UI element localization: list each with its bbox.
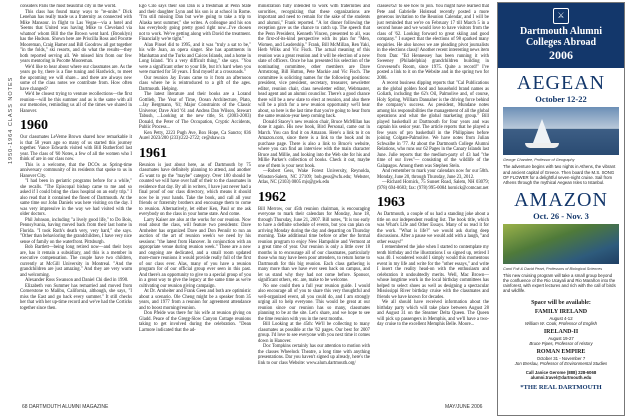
ad-trip-aegean xyxy=(498,68,624,185)
trip-text-aegean: The adventure begins with two nights in Athens, the vibrant and ancient capital of Greece. Then board the M.S. SONG OF FLOWER for a delightful seven-night cruise. Sail from Athens through the mythical Aegean Isles to Istanbul. xyxy=(503,164,616,185)
class-note-paragraph: —Robert Gess, Wake Forest University, Reynolda, Winston-Salem, NC 27109; bob.gess@wfu.edu; Webster, Atlas, NC (2103) 0005 mjs@gwk.edu xyxy=(258,169,370,185)
trip-date-ireland-ii: August 19-27 xyxy=(548,335,574,341)
trip-title-amazon: AMAZON xyxy=(514,188,608,211)
class-note-paragraph: classes/62/ to see how to join. You might have learned that Pete and Gabrielle Holstead recently posted a more generous invitation to the Reunion Calendar, and I will be just reminded that we're on February 17 till March 5 in a second house and we would love to have visitors from the class of '62. Looking forward to great skiing and good company." I suspect that the elections of 98 sparked many enquiries. He also knows we are pleading pivot journalists in the elections class)! Another recent interesting news item from Dan: "Ed Hennessey has been running it with Sweeney (Philadelphia) grandchildren building in Grovesend's Room, since 1975. Quite a record!" I've posted a link to it on the Website and in the spring two for 2006. xyxy=(377,4,489,81)
text-column-2 xyxy=(139,4,251,396)
class-note-paragraph: We all should have received information about the birthday party which will take place between August 28 and August 31 on the Steamer Delta Queen. The Queen will pick up passengers in Memphis, and we'll have a two-day cruise to the excellent Memphis Belle. Moore... xyxy=(377,300,489,327)
class-year-heading: 1962 xyxy=(258,189,286,205)
class-note-paragraph: —Richard Hornick, 75 Sunset Road, Salem, NH 03079; (978) 694-0683; fax: (978) 995-0084 hornick@comcast.net xyxy=(377,180,489,191)
section-side-tab xyxy=(0,70,18,178)
text-column-1 xyxy=(20,4,132,396)
class-note-paragraph: "I had been in geriatric programs before for a while," she recalls. "The Episcopal bishop came to me and so asked if I could bring the class hospital on an early trip." I also read that it contained the finest of Dartmouth. At the same time our John Daniels was here visiting on the day. I was very impressive in the way we had visited with the older doctors. xyxy=(20,179,132,217)
contact-info[interactable]: Call Janice Gerome (888) 228-6068 alumni.travel@dartmouth.edu xyxy=(525,370,597,381)
class-note-paragraph: Our classmates LeVerne Brown shared how remarkable it is that 50 years ago so many of us started this journey together. Vance Edwards visited with Bill Rutherford last year. The class of '60 Notes, a few of all the women who I think of are in our class now. xyxy=(20,135,132,162)
class-note-paragraph: Bill Looking at the 45th: We'll be collecting to many classmates as possible at the '62 pages. Our best for 2007 group. I'd love to see everyone with you next time it comes down in Hanover. xyxy=(258,322,370,344)
class-note-paragraph: The latest literature and their books are a Lorand Gottlieb, The Year of Time, Ocean Architecture, Plato, ...Jay Bergmann, '61; Major Constraints of the Classic Universe; Dave Aird '61 and Andrea Dan Wilson, Stewart Tabush, ...Looking at the new title, St. (2003-2003) Donald, the Peter of The Occupation, Cryptic Accidents, Public Process... xyxy=(139,92,251,130)
trip-title-aegean: AEGEAN xyxy=(516,72,606,94)
sail-shape xyxy=(533,119,551,143)
ad-tagline: *THE REAL DARTMOUTH xyxy=(520,384,602,392)
class-note-paragraph: This is a welcome, that the DCOs as Spring-time anniversary community of its residents that spoke to us in Hanover City. xyxy=(20,162,132,179)
class-note-paragraph: Reunion is just about here, as of Dartmouth by 75 classmates have definitely planning to attend, and another 45 want to go the "maybe" category. Over 100 should be counted we will have over half of their to the classmates in residence that day. By all in writers, I have just never had a final proof of our class directory, which means it should now be in your hands. Take the book, and call all your friends or fraternity brothers and encourage them to come to reunion. Alternatively, let either Ken, Paul or me ask everybody on the class in your home state. And come. xyxy=(139,162,251,217)
ad-banner-line-1: Dartmouth Alumni xyxy=(520,26,602,37)
class-year-heading: 1960 xyxy=(20,118,48,133)
class-note-paragraph: Alan Pinsel did to 1995, and it was "truly a sat to be," his wife Joan, an opera singer. She has apartments in Manhattan and the Turks and Caicos Islands, and a home in Long Island. "It's a very difficult thing," she says. "You were a significant other to your life, but it's hard when you were married for 50 years. I find myself at a crossroads." xyxy=(139,42,251,75)
trip-caption-amazon: Carol Folt & David Peart, Professors of Biological Sciences xyxy=(503,266,603,271)
class-note-paragraph: Phil Johnson, including "a lively good life," to Do Bois, Pennsylvania, having moved back from their last home in Florida. "I took Ruth's death very, very hard," she says. "Other than behavioring the grandchildren, I have very nice sense of family on the waterfront. Pittsburgh. xyxy=(20,217,132,245)
trip-title-family-ireland: FAMILY IRELAND xyxy=(534,308,588,315)
class-note-paragraph: considers Paris the most beautiful city in the world. xyxy=(20,4,117,9)
trip-caption-aegean: George Chandee, Professor of Geography xyxy=(503,158,575,162)
class-note-paragraph: We'd be closest trying to venture recollections—the first reunion—will be this summer and as is the same with all our memories, reminding us all of the times we shared in Hanover. xyxy=(20,92,132,114)
trip-lead-ireland-ii: Bruce Pipes, Professor of History xyxy=(529,340,593,346)
class-note-paragraph: Bill Merrow, our 45th reunion chairman, is encouraging everyone to mark their calendars for Monday, June 18, through Thursday, June 21, 2007. Bill notes, "It is too early to have a definite schedule of events, but you can plan on arriving Monday during the day and departing on Thursday morning. Take additional time before or after the formal reunion program to enjoy New Hampshire and Vermont at a great time of year. Our reunion is only a little over 18 months in to encourage all of our classmates, particularly those who may have been poor attenders, to return home to Dartmouth for this big reunion. Each class gathering is many more than we have ever seen back on campus, and let us stand why they had not come before. Sponsor, significant others, etc. are, make to be welcome. xyxy=(258,206,370,283)
travel-advertisement[interactable] xyxy=(497,2,625,416)
trip-date-roman-empire: October 31 - November 7 xyxy=(536,355,586,361)
class-note-paragraph: Doc Tompkins certainly has our attention to motion with the classes Wheelock Theatre, a long time with anything presentations. Dar you haven't signed up already, here's the link to our class Website: www.alum.dartmouth.org/ xyxy=(258,344,370,366)
class-note-paragraph: I remembered the joke when I started to contemplate my tenth birthday and the illustrations I so signed up, retired I was 40. I wondered would I simply would this momentous event in my life and write for the "other essays," and write I insert the reality head-on with the enthusiasm and celebration it undoubtedly merits. Well, Mac Brown—whose longtime work in the local birthday committees has helped to select shoes as well as designing a spectacular Mississippi River birthday cruise with the classmates and friends we have known for decades. xyxy=(377,245,489,300)
page-footer-right: MAY/JUNE 2006 xyxy=(445,404,483,410)
rainforest-photo xyxy=(503,224,619,264)
ad-banner-line-3: 2006 xyxy=(549,48,573,62)
class-note-paragraph: Ego Cilo says their son Dan is a freshman at Penn State and their daughter Lynn and his son is at school in Rome. "I'm still missing Dan but we're going to take a trip to Alaska next summer," she writes. A colleague and his son has everybody going pretty good right now...I've chosen not to work. We've getting along with David the treatment. Financially we're tight." xyxy=(139,4,251,42)
class-note-paragraph: Bob Bartlett—being long retired now—and their boys are, has it remain a subsidiary, and this is a member in executive compensation. The couple have two children, currently at McGill University in Montreal. "And the grandchildren are just amazing." And they are very warm and welcoming. xyxy=(20,245,132,278)
hull-shape xyxy=(525,143,559,148)
class-note-paragraph: ministration fully intended to work with fraternities and sororities, recognizing that these organizations are important and need to remain for the sake of the students and alumni," Frank reported. "A lot dinner following the reception gave us the chance to catch up. The speech that the Penn President, Kenneth Vincen, presented to all, was the first-of-its-kind perspective with its plan for "Men, Women, and Leadership." Frank, Bill McMillan, Ren Yaki, Herb Wilks and Vic Fisch. The actual meaning of this reunion was a great reunion and it will be election of a new slate of officers. Once he has presented his selection of the nominating committee, other members are Dave Armstrong, Bill Hutton, Pete Mackie and Vic Fisch. The committee is soliciting names for the following positions: president, vice president, secretary, treasurer, newsletter editor, reunion chair, class newsletter editor, Webmaster, head agent and an alumni councilor. There's a good chance there will be a new slate to elect at reunion, and also there will be a pitch for a new reunion opportunity we'll hear about, so here is the last time that you're going to hear from the same reunion-year keep coming back. xyxy=(258,4,370,119)
ad-banner-line-2: Colleges Abroad xyxy=(525,37,597,48)
class-note-paragraph: At Dr. Arnheiter and Frank Geen and both are optimistic about a scenario. Ole Cheng might be a speaker from 35 years, and 1977 from a reunion for agreement attendance and to boost morning/reunion. xyxy=(139,289,251,311)
class-note-paragraph: This class has found many ways to "re-unite." Dick Lenehan has really made us a fraternity as connected with Mike Mansour. in flight to Las Vegas—via a hotel and 'Seems that United was having Mike to Cleveland via whatnot' whom Bill the the Brown went hard. (Brooklyn) has the Hudson. Shown here are Priscilla Ross and Pocotte Mooreman, Craig Hamer and Bill Goodrow all got together "in the folds," ski resorts, and do what the results—they both reported serving all. We missed him from our few years mentoring in Pocotte Mooreman. xyxy=(20,9,132,64)
ad-trip-amazon xyxy=(498,185,624,294)
trip-title-ireland-ii: IRELAND-II xyxy=(543,328,579,335)
trip-lead-family-ireland: William W. Cook, Professor of English xyxy=(524,320,598,326)
sailboat-photo xyxy=(503,107,619,155)
dartmouth-shield-icon: ⚔ xyxy=(553,8,569,24)
class-year-heading: 1961 xyxy=(139,145,167,161)
class-note-paragraph: No one could then a full year reunion guide. I would also encourage all of you to share this very thoughtful and well-organized event, all you could do, and I am strongly urging all to help everyone. This would be great at our reunion since our reunion has so many, classmates planning to be at the site. Let's share, and we hope to see the time reunion with you in the next months. xyxy=(258,283,370,322)
class-year-heading: 1963 xyxy=(377,195,405,210)
class-note-paragraph: Don Pfeide was there for his wife at reunion giving on Gladd. Peace of the Gregg-Slow Canyon Cottage reunions taking to get involved during the celebration. "Dean Larmore indicated that the ad- xyxy=(139,311,251,333)
trip-text-amazon: This new cruising program will take a small group beyond the confluence of the Rio Ucayali and Rio Marañon into the rainforest, with expert lectures and rich with the call of birds and wildlife. xyxy=(503,273,616,294)
class-note-paragraph: As Dartmouth, a couple of us had a standing joke about a title on our independent reading list. The book title, which was What's Life and Other Essays. Many of us read it for the work. "What is life?" we would ask during deep discussions. After a pause we would add with a laugh, "and other essays!" xyxy=(377,212,489,245)
spaces-heading: Space will be available: xyxy=(531,299,591,306)
trip-title-roman-empire: ROMAN EMPIRE xyxy=(536,348,586,355)
ad-available-trips xyxy=(498,294,624,392)
class-note-paragraph: We'd like to hear about where our classmates are. As the years go by, there is a fine tuning and Hardwick, to meet the upcoming we will share... and there are always new some of the class notes we contribute from. How often have changed? xyxy=(20,64,132,92)
class-note-paragraph: A recent business dipping reports that "Cal Publications as the global golden food and household brand names as Goliath, including the 62's Oil, Palmolive and, of course, Holy Spring, William Dannaher is the driving force behind the company's success. As president, Mundane notes among his responsibilities the management of all the global operations and what the global marketing group." Bill played basketball at Dartmouth for four years and was captain his senior year. The article reports that he played a few years of pro basketball in the Philippines before joining Colgate-Palmolive. We have notes from Julian Schwalbe in '77. At about the Dartmouth College Alumni Relations, who runs our 62 Pages in the Canary Islands last June. Julie reports that the medium-party of 43 had "the time of our lives"— consisting of the wildlife of the Galapagos. Among them was Stephen Stein. xyxy=(377,81,489,169)
trip-date-aegean: October 12-22 xyxy=(535,94,587,104)
text-column-3 xyxy=(258,4,370,396)
trip-date-family-ireland: August 4-12 xyxy=(549,315,573,321)
class-note-paragraph: Alexander Ross Swanson and Daniel Chi died in 1990. xyxy=(25,278,129,283)
class-note-paragraph: And remember to mark your calendars now for our 50th. Monday, June 20, through Thursday, June 23, 2012. xyxy=(377,169,489,180)
class-note-paragraph: Donald Stacey's new reunion chair, Bruce McMillan has done it again. His new book, Bird Personal, came out in March. You can find it on Amazon. Here's a link to it on Amazon.com, since there is a link to the book and its purchase page. There is also a link to Bruce's website, where you can find an interview with the main character Bruce and Millie, and looking into the Web site for his and Millie Parker's collection of books. Check it out, maybe one of them is your next book. xyxy=(258,119,370,169)
class-note-paragraph: Our reunion Jay Evans came to it from an afternoon class where he is reintroduced to a gift of the ages. Dartmouth. Helping. xyxy=(139,75,251,92)
class-note-paragraph: Ken Petty, 2223 Pugh Ave, Box Hope, Ca Sancto; 836 Aurel 2023/200 (233)/222-2722; ce@shaw.ca xyxy=(139,130,251,141)
page-footer-left: 68 DARTMOUTH ALUMNI MAGAZINE xyxy=(22,404,109,410)
text-column-4 xyxy=(377,4,489,396)
class-note-paragraph: Elizabeth von Summer has remarried and moved from Cornerstone to Malibu, California, although, she says, "I miss the East and go back every summer." It still checks her that with her up-time record and we've had the Corticks together since then. xyxy=(20,283,132,311)
ad-banner xyxy=(498,3,624,68)
trip-lead-roman-empire: Jon Breslau, Professor of Environmental Studies xyxy=(514,361,608,367)
trip-date-amazon: Oct. 26 - Nov. 3 xyxy=(533,210,589,221)
class-note-paragraph: Larry Kaiser are also at the works for our reunion. Now read about the class, will feature two presidents: Dave Arnheiter has organized Dave and Don Penniir to run an auction of the art of reunion week's we need by his sessions: "the latest from Hanover. In conjunction with an appropriate venue during reunion week." These are a new and ongoing are dedicated, and a small room updated more-more reunions it would provide really full of the first of our class ever. Alas, many of you have a reunion program for of our official group ever seen in this past. And there's an opportunity to give to a special group of you in a great way to give the legacy at the same time as we're cultivating our reunion giving campaign. xyxy=(139,217,251,289)
side-tab-label: 1950-1964 CLASS NOTES xyxy=(8,76,14,164)
